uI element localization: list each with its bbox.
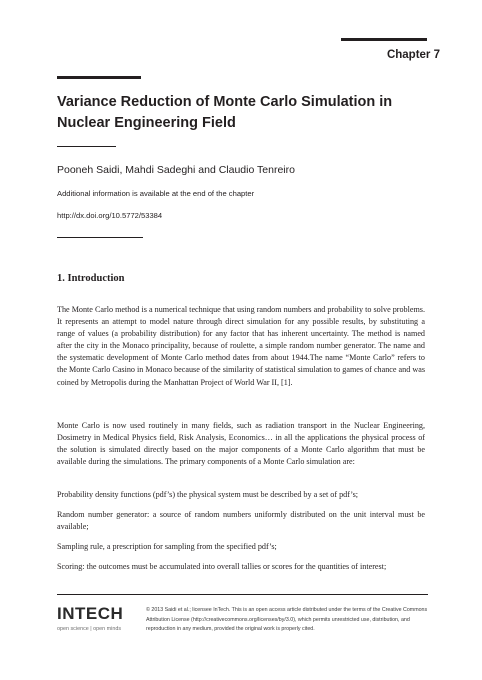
header-rule — [341, 38, 427, 41]
component-pdf: Probability density functions (pdf’s) the physical system must be described by a set of pdf’s; — [57, 490, 359, 499]
component-random-number-generator: Random number generator: a source of random numbers uniformly distributed on the unit interval must be available; — [57, 510, 425, 532]
footer-rule — [57, 594, 428, 595]
paragraph-intro: The Monte Carlo method is a numerical technique that using random numbers and probability to solve problems. It represents an attempt to model nature through direct simulation for any possible results, by substituting a range of values (a probability distribution) for any factor that has inherent uncertainty. The method is named after the city in the Monaco principality, because of roulette, a simple random number generator. The name and the systematic development of Monte Carlo method dates from about 1944.The name “Monte Carlo” refers to the Monte Carlo Casino in Monaco because of the similarity of statistical simulation to games of chance and was coined by Metropolis during the Manhattan Project of World War II, [1]. — [57, 305, 425, 387]
title-rule — [57, 76, 141, 79]
intech-logo: INTECH — [57, 604, 124, 623]
title-underline — [57, 146, 116, 147]
chapter-title: Variance Reduction of Monte Carlo Simulation in Nuclear Engineering Field — [57, 94, 393, 131]
chapter-label: Chapter 7 — [386, 49, 440, 61]
license-text: © 2013 Saidi et al.; licensee InTech. This is an open access article distributed under the terms of the Creative Commons Attribution License (http://creativecommons.org/licenses/by/3.0), which permits unrestricted use, distribution, and reproduction in any medium, provided the original work is properly cited. — [146, 607, 428, 632]
paragraph-usage: Monte Carlo is now used routinely in many fields, such as radiation transport in the Nuclear Engineering, Dosimetry in Medical Physics field, Risk Analysis, Economics… in all the applications the physical process of the solution is simulated directly based on the major components of a Monte Carlo algorithm that must be available during the simulations. The primary components of a Monte Carlo simulation are: — [57, 421, 425, 467]
additional-info: Additional information is available at the end of the chapter — [57, 189, 255, 198]
authors: Pooneh Saidi, Mahdi Sadeghi and Claudio Tenreiro — [57, 164, 295, 176]
logo-tagline: open science | open minds — [57, 626, 122, 632]
component-scoring: Scoring: the outcomes must be accumulated into overall tallies or scores for the quantities of interest; — [57, 562, 387, 571]
component-sampling-rule: Sampling rule, a prescription for sampling from the specified pdf’s; — [57, 542, 277, 551]
doi-underline — [57, 237, 143, 238]
section-heading: 1. Introduction — [57, 273, 125, 284]
doi-link[interactable]: http://dx.doi.org/10.5772/53384 — [57, 211, 163, 220]
